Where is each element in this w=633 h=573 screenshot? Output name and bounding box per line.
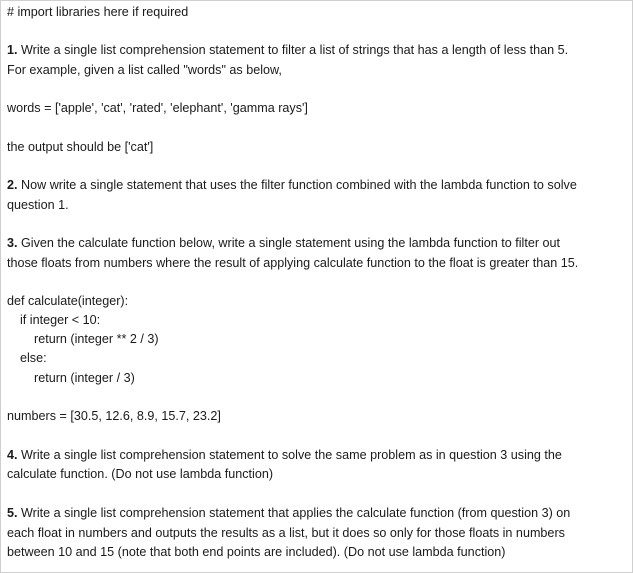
question-3-text: Given the calculate function below, write a single statement using the lambda function to filter out bbox=[17, 236, 561, 250]
question-1-line-1 bbox=[7, 41, 568, 59]
question-2-line-2: question 1. bbox=[7, 198, 69, 212]
question-1-number: 1. bbox=[7, 43, 18, 57]
question-5-text: Write a single list comprehension statement that applies the calculate function (from question 3) on bbox=[17, 506, 571, 520]
question-4-line-1 bbox=[7, 446, 562, 464]
question-3-number: 3. bbox=[7, 236, 18, 250]
words-list-line: words = ['apple', 'cat', 'rated', 'elephant', 'gamma rays'] bbox=[7, 101, 308, 115]
question-2-text: Now write a single statement that uses the filter function combined with the lambda function to solve bbox=[17, 178, 577, 192]
numbers-list-line: numbers = [30.5, 12.6, 8.9, 15.7, 23.2] bbox=[7, 409, 221, 423]
code-else-line: else: bbox=[20, 351, 47, 365]
code-def-line: def calculate(integer): bbox=[7, 294, 129, 308]
code-if-line: if integer < 10: bbox=[20, 313, 101, 327]
question-2-line-1 bbox=[7, 176, 577, 194]
question-5-line-2: each float in numbers and outputs the results as a list, but it does so only for those floats in numbers bbox=[7, 526, 565, 540]
code-return-1-line: return (integer ** 2 / 3) bbox=[34, 332, 159, 346]
question-5-number: 5. bbox=[7, 506, 18, 520]
code-return-2-line: return (integer / 3) bbox=[34, 371, 135, 385]
question-5-line-3: between 10 and 15 (note that both end points are included). (Do not use lambda function) bbox=[7, 545, 506, 559]
expected-output-line: the output should be ['cat'] bbox=[7, 140, 154, 154]
question-1-text: Write a single list comprehension statement to filter a list of strings that has a length of less than 5. bbox=[17, 43, 569, 57]
question-3-line-1 bbox=[7, 234, 560, 252]
question-4-line-2: calculate function. (Do not use lambda function) bbox=[7, 467, 274, 481]
question-4-number: 4. bbox=[7, 448, 18, 462]
question-1-line-2: For example, given a list called "words" as below, bbox=[7, 63, 282, 77]
question-3-line-2: those floats from numbers where the result of applying calculate function to the float is greater than 15. bbox=[7, 256, 579, 270]
import-comment: # import libraries here if required bbox=[7, 5, 189, 19]
question-5-line-1 bbox=[7, 504, 570, 522]
question-2-number: 2. bbox=[7, 178, 18, 192]
question-4-text: Write a single list comprehension statement to solve the same problem as in question 3 using the bbox=[17, 448, 562, 462]
